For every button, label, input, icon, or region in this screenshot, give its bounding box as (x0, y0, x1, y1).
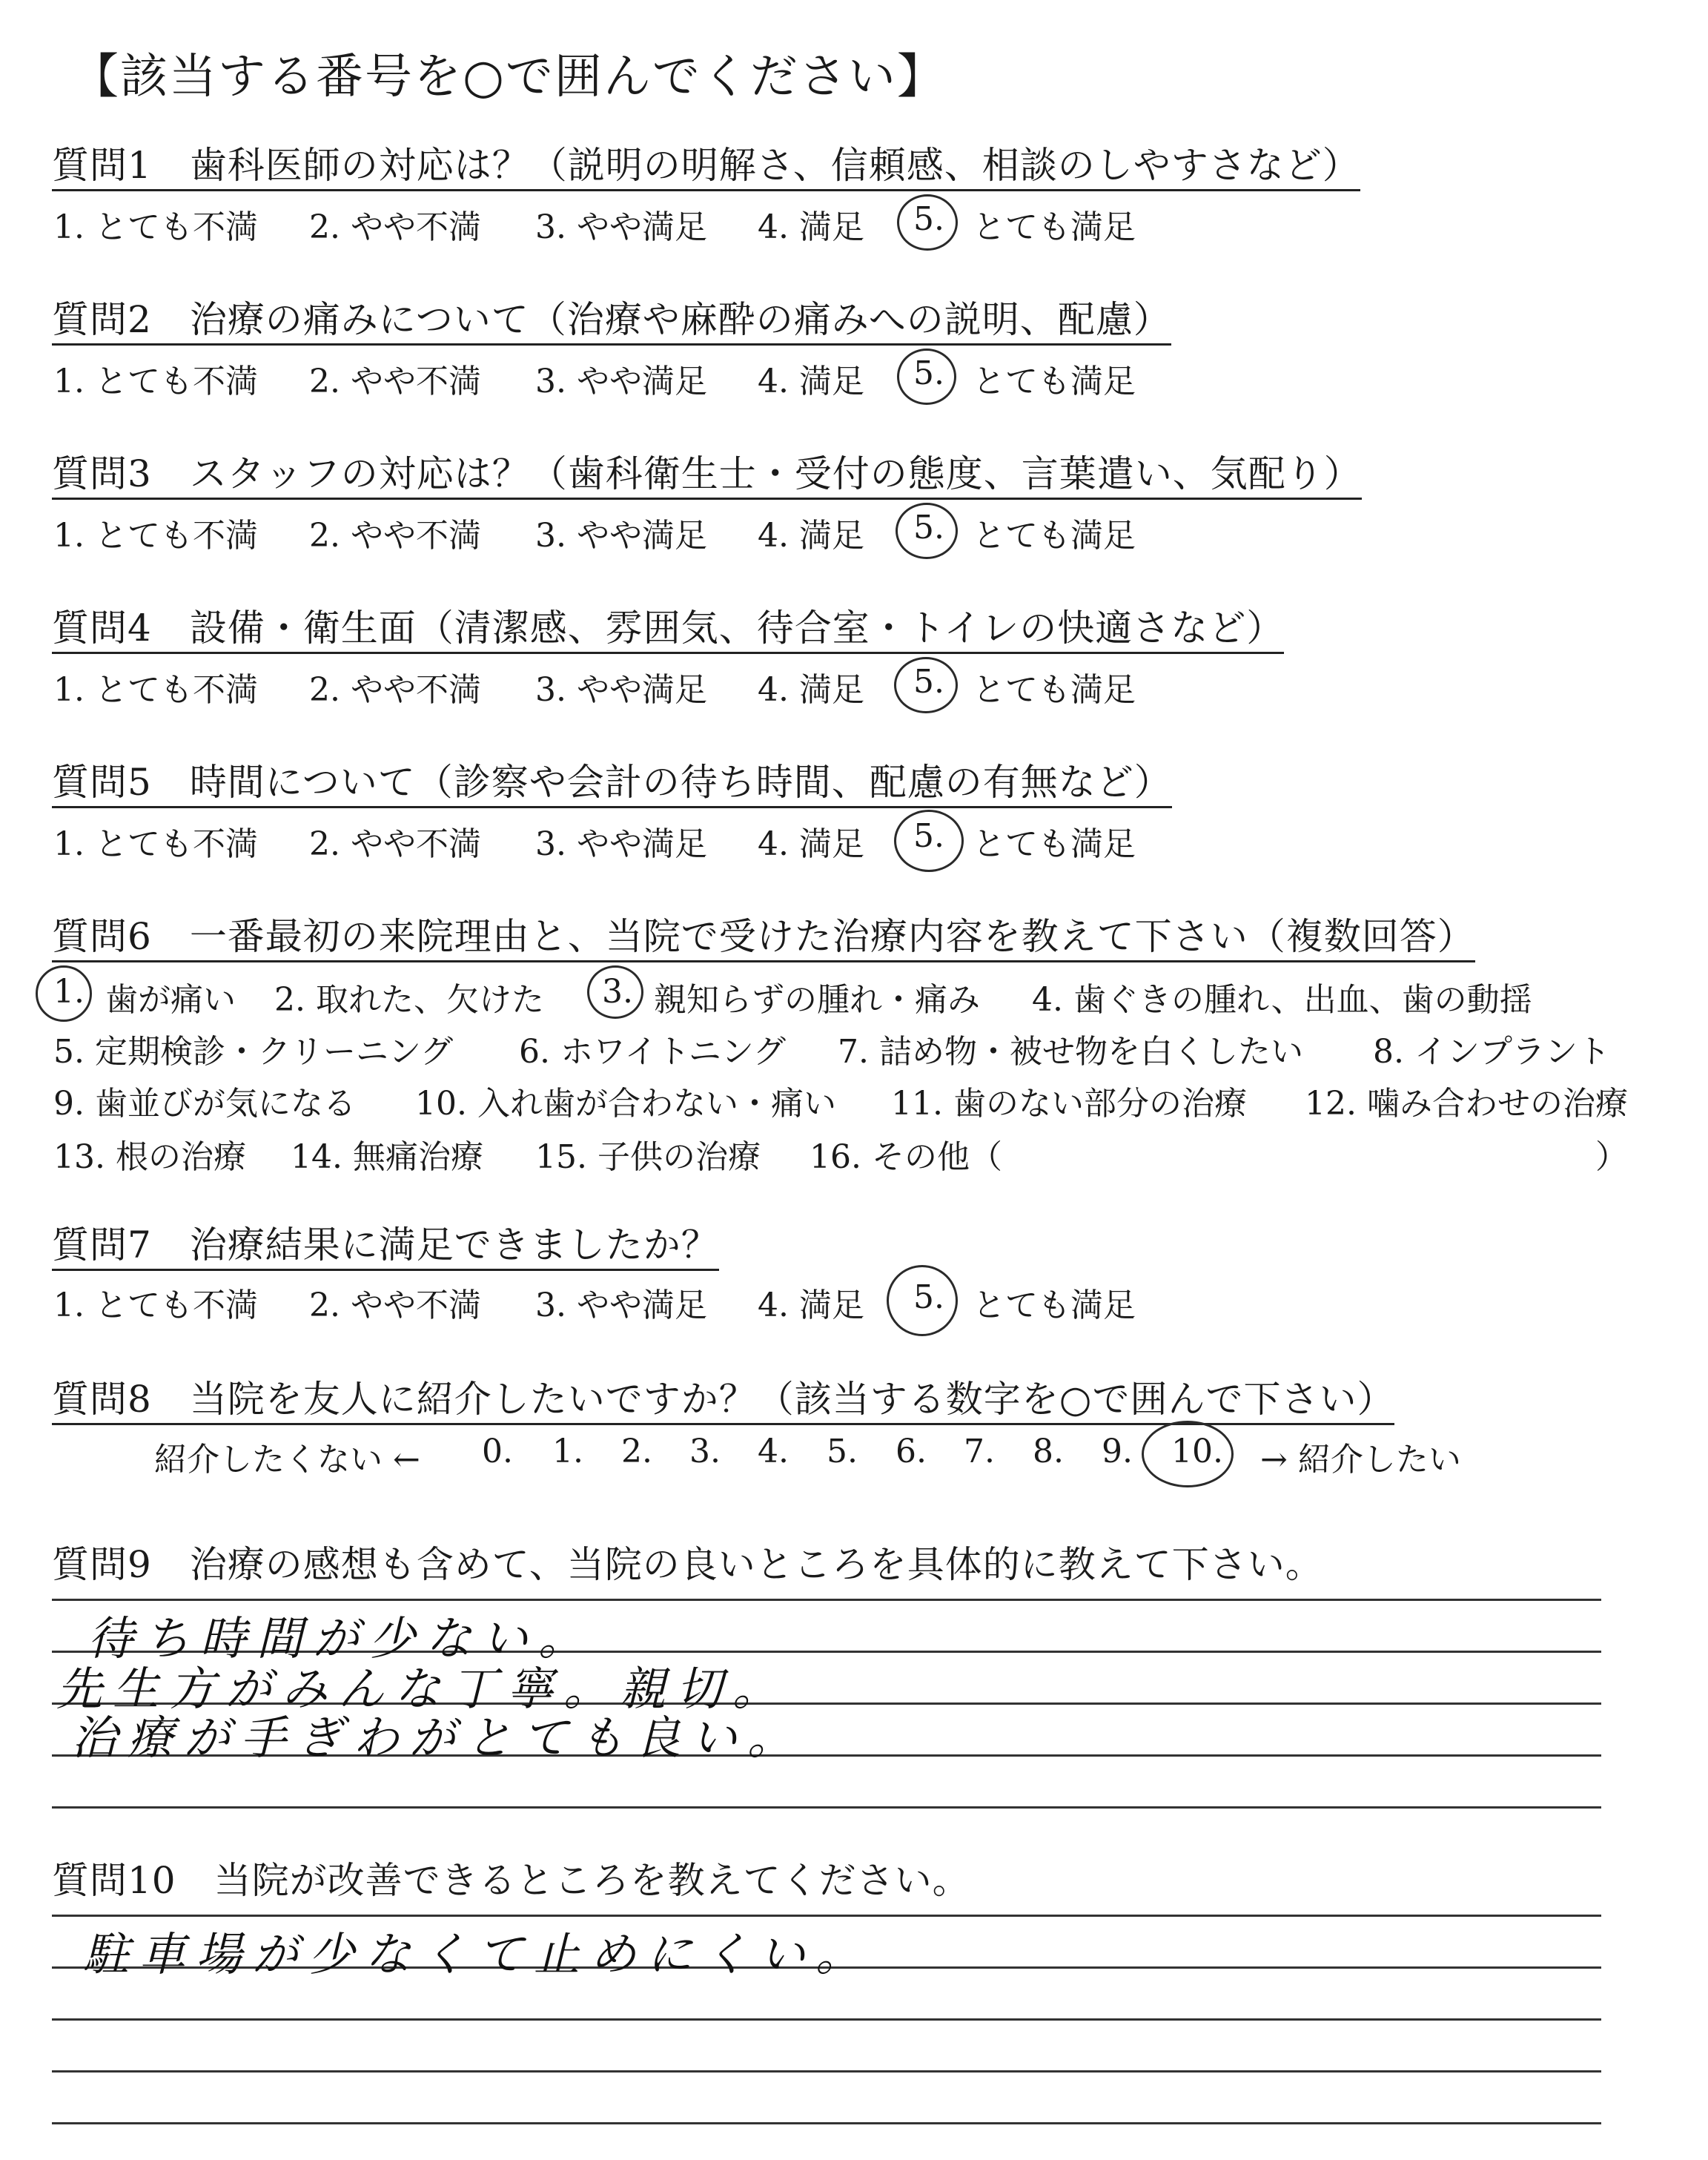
option-3[interactable]: 3. やや満足 (535, 1287, 707, 1324)
answer-circle-q3 (896, 503, 958, 559)
option-2[interactable]: 2. やや不満 (309, 671, 481, 709)
option-5[interactable]: 5. (913, 817, 944, 855)
q8-scale-0[interactable]: 0. (482, 1433, 513, 1470)
answer-line (52, 1806, 1601, 1809)
q8-scale-2[interactable]: 2. (621, 1433, 652, 1470)
q6-option-12[interactable]: 12. 噛み合わせの治療 (1305, 1085, 1628, 1123)
option-1[interactable]: 1. とても不満 (53, 517, 258, 555)
question-7-title (52, 1225, 719, 1271)
q8-scale-9[interactable]: 9. (1102, 1433, 1133, 1470)
q9-answer-line-3[interactable]: 治療が手ぎわがとても良い。 (71, 1711, 804, 1765)
q6-other-close: ） (1595, 1138, 1628, 1176)
question-9-label: 質問9 (52, 1543, 152, 1586)
question-3-text: スタッフの対応は？（歯科衛生士・受付の態度、言葉遣い、気配り） (189, 452, 1362, 495)
question-1-title (52, 145, 1360, 191)
question-5-label: 質問5 (52, 761, 152, 804)
q6-option-3[interactable]: 3. (602, 973, 633, 1011)
question-6-row-4 (53, 1130, 1699, 1175)
answer-line (52, 2070, 1601, 2073)
option-1[interactable]: 1. とても不満 (53, 671, 258, 709)
question-5-title (52, 762, 1172, 808)
q6-option-2[interactable]: 2. 取れた、欠けた (274, 981, 544, 1019)
question-8-title (52, 1379, 1394, 1425)
q6-option-5[interactable]: 5. 定期検診・クリーニング (53, 1033, 454, 1071)
answer-circle-q1 (897, 194, 958, 251)
q8-scale-6[interactable]: 6. (896, 1433, 927, 1470)
option-1[interactable]: 1. とても不満 (53, 825, 258, 863)
page-title: 【該当する番号を○で囲んでください】 (71, 50, 946, 105)
q8-right-label: → 紹介したい (1260, 1441, 1461, 1479)
answer-line (52, 1599, 1601, 1601)
option-4[interactable]: 4. 満足 (758, 671, 864, 709)
question-6-label: 質問6 (52, 915, 152, 958)
option-3[interactable]: 3. やや満足 (535, 671, 707, 709)
q8-scale-5[interactable]: 5. (827, 1433, 858, 1470)
q6-option-10[interactable]: 10. 入れ歯が合わない・痛い (415, 1085, 836, 1123)
question-6-row-3 (53, 1077, 1699, 1121)
question-7-text: 治療結果に満足できましたか？ (189, 1223, 719, 1266)
q6-option-11[interactable]: 11. 歯のない部分の治療 (891, 1085, 1247, 1123)
q6-option-14[interactable]: 14. 無痛治療 (291, 1138, 483, 1176)
question-8-label: 質問8 (52, 1378, 152, 1421)
q6-option-4[interactable]: 4. 歯ぐきの腫れ、出血、歯の動揺 (1032, 981, 1532, 1019)
option-4[interactable]: 4. 満足 (758, 1287, 864, 1324)
option-3[interactable]: 3. やや満足 (535, 208, 707, 246)
question-1-text: 歯科医師の対応は？（説明の明解さ、信頼感、相談のしやすさなど） (189, 144, 1360, 187)
option-3[interactable]: 3. やや満足 (535, 517, 707, 555)
question-4-title (52, 608, 1284, 654)
option-5-label: とても満足 (973, 1287, 1136, 1324)
q10-answer-line-1[interactable]: 駐車場が少なくて止めにくい。 (83, 1927, 873, 1981)
question-8-text: 当院を友人に紹介したいですか？（該当する数字を○で囲んで下さい） (189, 1378, 1395, 1421)
question-5-text: 時間について（診察や会計の待ち時間、配慮の有無など） (189, 761, 1172, 804)
option-2[interactable]: 2. やや不満 (309, 825, 481, 863)
question-7-label: 質問7 (52, 1223, 152, 1266)
question-2-title (52, 300, 1171, 346)
question-1-label: 質問1 (52, 144, 152, 187)
q6-option-8[interactable]: 8. インプラント (1373, 1033, 1610, 1071)
q6-option-7[interactable]: 7. 詰め物・被せ物を白くしたい (838, 1033, 1303, 1071)
option-5[interactable]: 5. (913, 354, 944, 392)
question-10-title (52, 1851, 970, 1904)
q6-option-13[interactable]: 13. 根の治療 (53, 1138, 246, 1176)
question-6-title (52, 916, 1475, 962)
option-5-label: とても満足 (973, 671, 1136, 709)
q6-option-6[interactable]: 6. ホワイトニング (519, 1033, 787, 1071)
option-2[interactable]: 2. やや不満 (309, 517, 481, 555)
option-5-label: とても満足 (973, 208, 1136, 246)
question-4-text: 設備・衛生面（清潔感、雰囲気、待合室・トイレの快適さなど） (189, 607, 1285, 650)
q6-option-3-label: 親知らずの腫れ・痛み (654, 981, 980, 1019)
q6-option-1[interactable]: 1. (53, 973, 85, 1011)
answer-line (52, 1915, 1601, 1917)
q8-scale-8[interactable]: 8. (1033, 1433, 1064, 1470)
option-4[interactable]: 4. 満足 (758, 825, 864, 863)
q6-option-1-label: 歯が痛い (105, 981, 236, 1019)
option-4[interactable]: 4. 満足 (758, 517, 864, 555)
option-5-label: とても満足 (973, 363, 1136, 400)
option-1[interactable]: 1. とても不満 (53, 1287, 258, 1324)
answer-circle-q7 (887, 1265, 958, 1336)
option-4[interactable]: 4. 満足 (758, 363, 864, 400)
option-5[interactable]: 5. (913, 663, 944, 701)
option-5[interactable]: 5. (913, 509, 944, 546)
question-2-label: 質問2 (52, 298, 152, 341)
question-4-label: 質問4 (52, 607, 152, 650)
answer-circle-q4 (894, 657, 958, 713)
answer-circle-q6-1 (36, 965, 92, 1022)
q6-option-9[interactable]: 9. 歯並びが気になる (53, 1085, 356, 1123)
q9-answer-line-2[interactable]: 先生方がみんな丁寧。親切。 (56, 1662, 790, 1716)
answer-circle-q2 (897, 349, 956, 405)
option-5-label: とても満足 (973, 517, 1136, 555)
q6-option-16[interactable]: 16. その他（ (810, 1138, 1002, 1176)
q8-scale-7[interactable]: 7. (964, 1433, 995, 1470)
answer-line (52, 2122, 1601, 2124)
q8-left-label: 紹介したくない ← (154, 1441, 420, 1479)
option-1[interactable]: 1. とても不満 (53, 208, 258, 246)
question-10-text: 当院が改善できるところを教えてください。 (214, 1859, 970, 1902)
q8-scale-1[interactable]: 1. (552, 1433, 583, 1470)
question-9-title (52, 1535, 1323, 1588)
option-2[interactable]: 2. やや不満 (309, 208, 481, 246)
option-3[interactable]: 3. やや満足 (535, 363, 707, 400)
answer-circle-q8 (1142, 1421, 1234, 1487)
option-5[interactable]: 5. (913, 200, 944, 238)
q8-scale-4[interactable]: 4. (758, 1433, 789, 1470)
option-2[interactable]: 2. やや不満 (309, 363, 481, 400)
question-6-row-1 (53, 973, 1699, 1017)
question-2-text: 治療の痛みについて（治療や麻酔の痛みへの説明、配慮） (189, 298, 1171, 341)
option-2[interactable]: 2. やや不満 (309, 1287, 481, 1324)
q6-option-15[interactable]: 15. 子供の治療 (535, 1138, 761, 1176)
option-1[interactable]: 1. とても不満 (53, 363, 258, 400)
question-6-text: 一番最初の来院理由と、当院で受けた治療内容を教えて下さい（複数回答） (189, 915, 1475, 958)
question-6-row-2 (53, 1025, 1699, 1069)
question-9-text: 治療の感想も含めて、当院の良いところを具体的に教えて下さい。 (189, 1543, 1323, 1586)
option-5-label: とても満足 (973, 825, 1136, 863)
q8-scale-10[interactable]: 10. (1171, 1433, 1223, 1470)
option-5[interactable]: 5. (913, 1278, 944, 1316)
question-10-label: 質問10 (52, 1859, 176, 1902)
question-3-label: 質問3 (52, 452, 152, 495)
q9-answer-line-1[interactable]: 待ち時間が少ない。 (87, 1611, 595, 1665)
q8-scale-3[interactable]: 3. (689, 1433, 721, 1470)
option-3[interactable]: 3. やや満足 (535, 825, 707, 863)
answer-line (52, 2018, 1601, 2021)
answer-circle-q5 (894, 810, 964, 872)
answer-circle-q6-3 (587, 965, 643, 1019)
option-4[interactable]: 4. 満足 (758, 208, 864, 246)
question-3-title (52, 454, 1362, 500)
